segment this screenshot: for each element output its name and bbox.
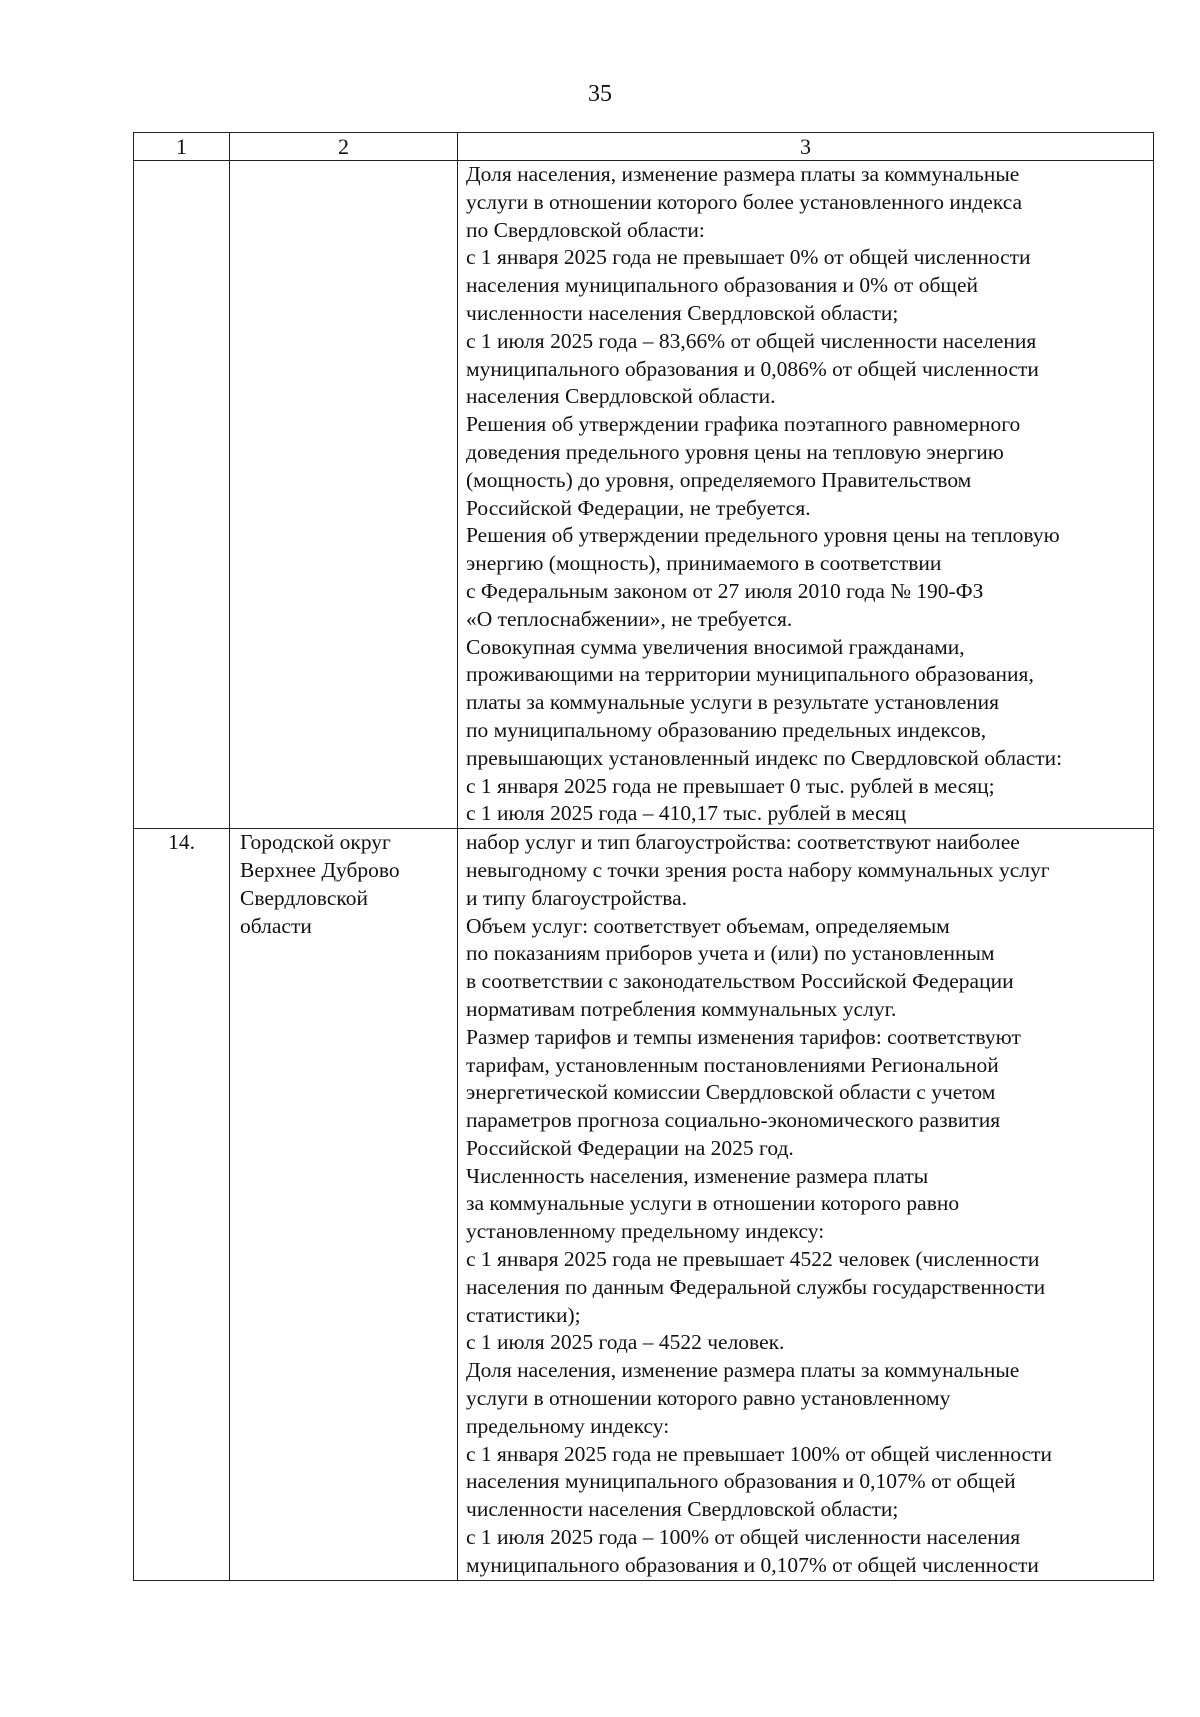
municipality-name-line: Свердловской: [240, 885, 368, 910]
description-line: муниципального образования и 0,086% от общей численности: [466, 356, 1039, 381]
description-line: Российской Федерации на 2025 год.: [466, 1135, 794, 1160]
description-line: муниципального образования и 0,107% от общей численности: [466, 1552, 1039, 1577]
description-line: по Свердловской области:: [466, 217, 705, 242]
description-line: набор услуг и тип благоустройства: соответствуют наиболее: [466, 830, 1020, 855]
description-cell: [458, 829, 1154, 1581]
description-line: предельному индексу:: [466, 1413, 670, 1438]
description-line: невыгодному с точки зрения роста набору коммунальных услуг: [466, 857, 1050, 882]
description-line: Российской Федерации, не требуется.: [466, 495, 811, 520]
description-line: с 1 июля 2025 года – 410,17 тыс. рублей в месяц: [466, 801, 907, 826]
description-line: по показаниям приборов учета и (или) по установленным: [466, 941, 995, 966]
description-line: и типу благоустройства.: [466, 885, 687, 910]
description-line: установленному предельному индексу:: [466, 1219, 825, 1244]
municipality-name-cell: [230, 161, 458, 829]
description-line: населения муниципального образования и 0,107% от общей: [466, 1469, 1016, 1494]
description-line: доведения предельного уровня цены на тепловую энергию: [466, 439, 1004, 464]
description-line: с 1 июля 2025 года – 83,66% от общей численности населения: [466, 328, 1037, 353]
description-line: численности населения Свердловской области;: [466, 1497, 899, 1522]
description-line: Доля населения, изменение размера платы за коммунальные: [466, 1358, 1020, 1383]
column-header-3: 3: [458, 133, 1154, 161]
description-cell: [458, 161, 1154, 829]
description-line: услуги в отношении которого равно установленному: [466, 1386, 951, 1411]
row-number-cell: [134, 161, 230, 829]
description-line: статистики);: [466, 1302, 581, 1327]
description-line: тарифам, установленным постановлениями Региональной: [466, 1052, 999, 1077]
page-number: 35: [588, 81, 612, 107]
description-line: превышающих установленный индекс по Свердловской области:: [466, 745, 1063, 770]
description-line: с 1 января 2025 года не превышает 0% от общей численности: [466, 245, 1031, 270]
description-line: Численность населения, изменение размера платы: [466, 1163, 929, 1188]
description-line: Решения об утверждении предельного уровня цены на тепловую: [466, 523, 1060, 548]
description-line: платы за коммунальные услуги в результате установления: [466, 690, 1000, 715]
description-line: по муниципальному образованию предельных индексов,: [466, 717, 987, 742]
row-number-cell: 14.: [134, 829, 230, 1581]
description-line: (мощность) до уровня, определяемого Правительством: [466, 467, 972, 492]
description-line: проживающими на территории муниципального образования,: [466, 662, 1034, 687]
description-line: энергетической комиссии Свердловской области с учетом: [466, 1080, 996, 1105]
description-line: «О теплоснабжении», не требуется.: [466, 606, 793, 631]
table-row: [134, 161, 1154, 829]
description-line: услуги в отношении которого более установленного индекса: [466, 189, 1023, 214]
description-line: Доля населения, изменение размера платы за коммунальные: [466, 162, 1020, 186]
description-line: с 1 января 2025 года не превышает 0 тыс. рублей в месяц;: [466, 773, 995, 798]
description-line: за коммунальные услуги в отношении которого равно: [466, 1191, 960, 1216]
description-line: с 1 июля 2025 года – 4522 человек.: [466, 1330, 785, 1355]
column-header-1: 1: [134, 133, 230, 161]
description-line: Решения об утверждении графика поэтапного равномерного: [466, 412, 1021, 437]
description-line: населения муниципального образования и 0% от общей: [466, 273, 978, 298]
description-line: численности населения Свердловской области;: [466, 300, 899, 325]
document-table: [133, 132, 1154, 1581]
description-line: с 1 июля 2025 года – 100% от общей численности населения: [466, 1525, 1021, 1550]
description-line: в соответствии с законодательством Российской Федерации: [466, 969, 1014, 994]
description-line: Размер тарифов и темпы изменения тарифов: соответствуют: [466, 1024, 1021, 1049]
description-line: с Федеральным законом от 27 июля 2010 года № 190-ФЗ: [466, 578, 984, 603]
table-row: [134, 829, 1154, 1581]
table-header-row: [134, 133, 1154, 161]
description-line: энергию (мощность), принимаемого в соответствии: [466, 551, 942, 576]
description-line: нормативам потребления коммунальных услуг.: [466, 996, 897, 1021]
description-line: населения по данным Федеральной службы государственности: [466, 1274, 1046, 1299]
municipality-name-line: Городской округ: [240, 830, 391, 855]
column-header-2: 2: [230, 133, 458, 161]
municipality-name-line: области: [240, 913, 312, 938]
municipality-name-line: Верхнее Дуброво: [240, 857, 400, 882]
table-body: [134, 161, 1154, 1581]
description-line: Совокупная сумма увеличения вносимой гражданами,: [466, 634, 965, 659]
description-line: населения Свердловской области.: [466, 384, 776, 409]
municipality-name-cell: [230, 829, 458, 1581]
description-line: параметров прогноза социально-экономического развития: [466, 1108, 1001, 1133]
description-line: с 1 января 2025 года не превышает 100% от общей численности: [466, 1441, 1053, 1466]
description-line: Объем услуг: соответствует объемам, определяемым: [466, 913, 950, 938]
description-line: с 1 января 2025 года не превышает 4522 человек (численности: [466, 1247, 1040, 1272]
